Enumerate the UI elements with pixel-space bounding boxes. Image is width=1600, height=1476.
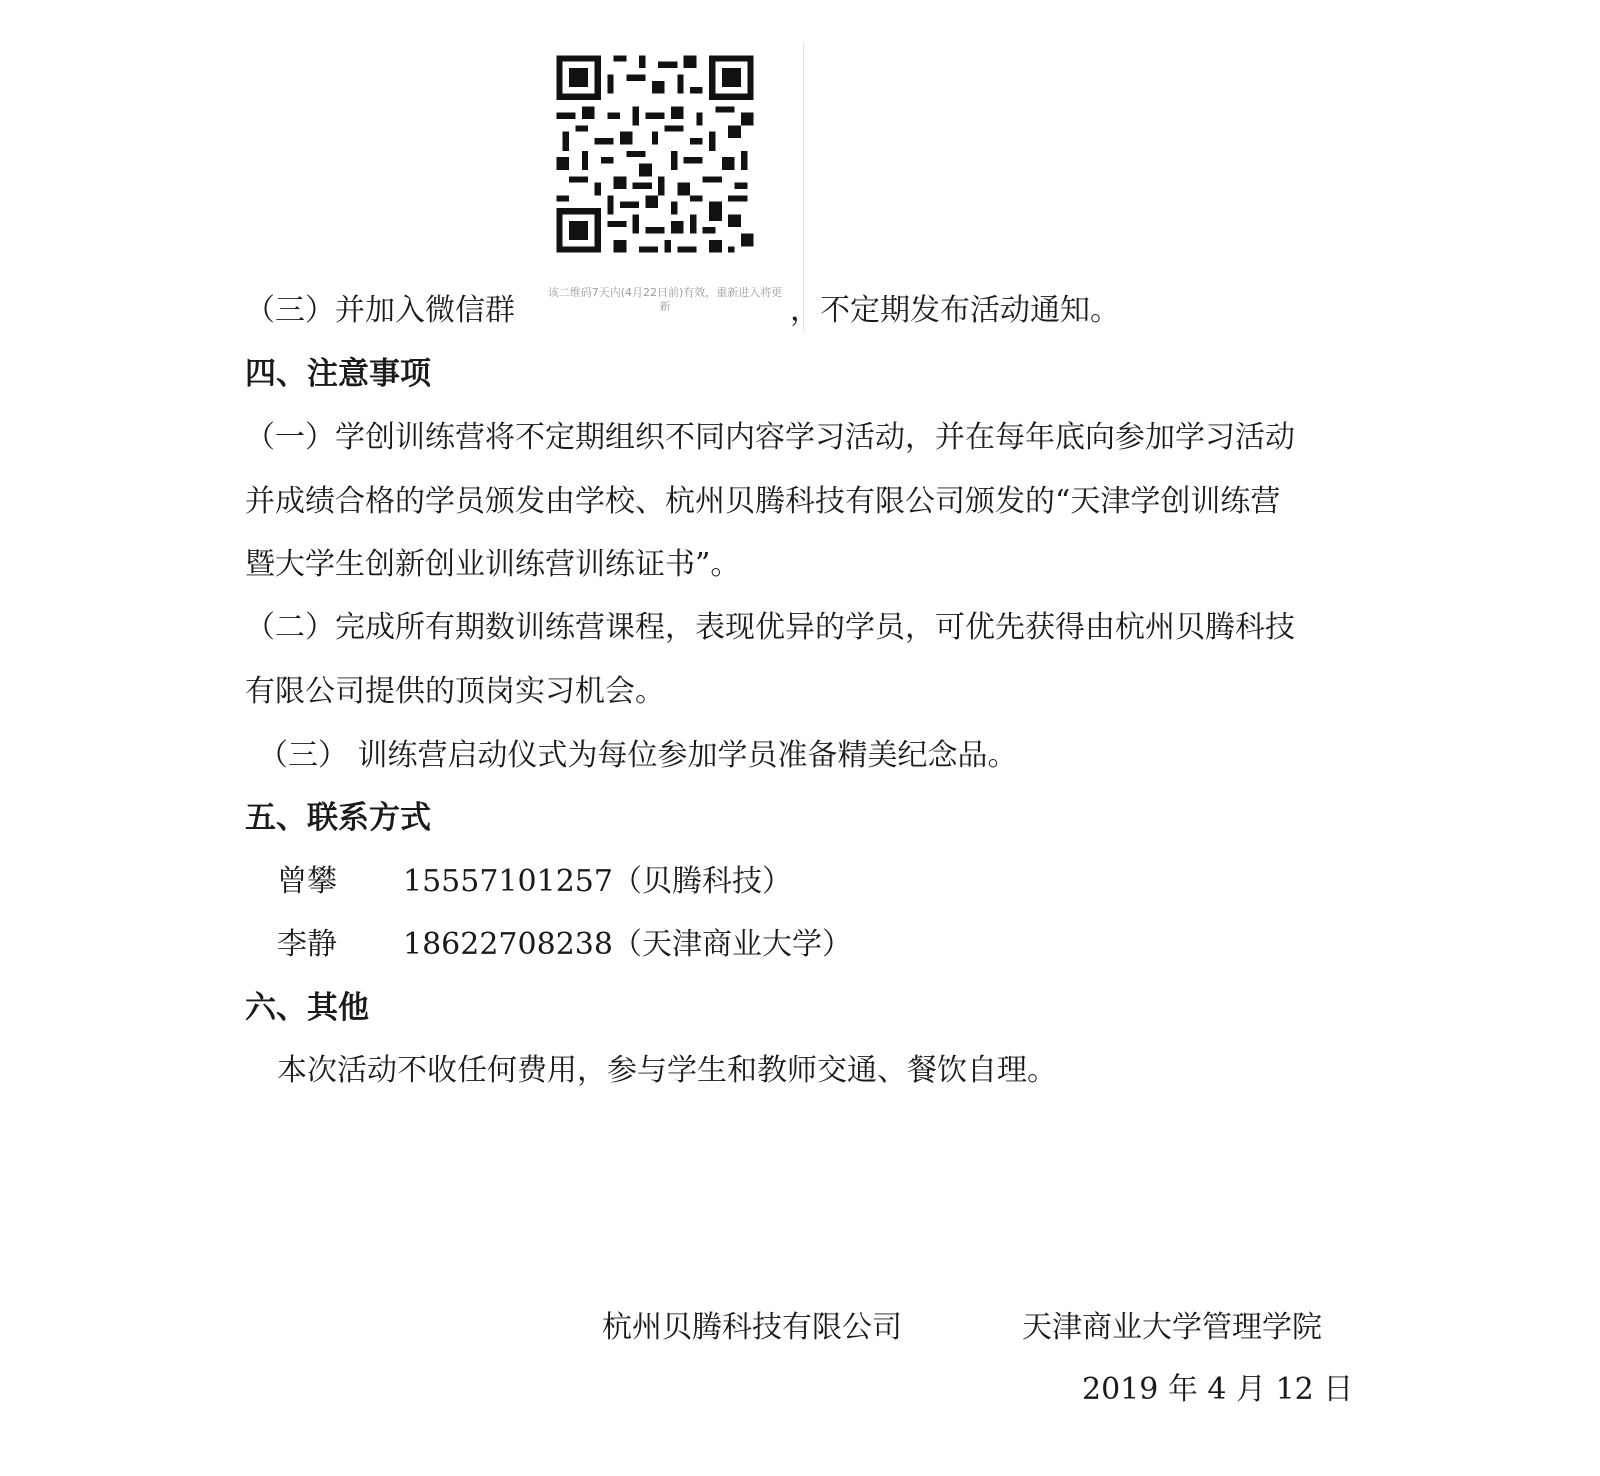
signature-date: 2019 年 4 月 12 日 (1082, 1372, 1354, 1407)
section-heading-other: 六、其他 (245, 990, 369, 1026)
contact-org: （天津商业大学） (612, 927, 852, 962)
note-2-line-1: （二）完成所有期数训练营课程，表现优异的学员，可优先获得由杭州贝腾科技 (245, 610, 1295, 645)
contact-name: 曾攀 (277, 864, 337, 899)
contact-org: （贝腾科技） (612, 864, 792, 899)
qr-caption: 该二维码7天内(4月22日前)有效，重新进入将更新 (547, 286, 783, 313)
contact-phone: 18622708238 (403, 927, 613, 962)
note-1-line-1: （一）学创训练营将不定期组织不同内容学习活动，并在每年底向参加学习活动 (245, 420, 1295, 455)
qr-divider (803, 42, 804, 332)
qr-code-icon (550, 49, 760, 259)
contact-phone: 15557101257 (403, 864, 613, 899)
join-group-suffix: ，不定期发布活动通知。 (790, 293, 1120, 328)
contact-name: 李静 (277, 927, 337, 962)
signature-org-1: 杭州贝腾科技有限公司 (602, 1310, 902, 1345)
other-text: 本次活动不收任何费用，参与学生和教师交通、餐饮自理。 (277, 1053, 1057, 1088)
note-1-line-2: 并成绩合格的学员颁发由学校、杭州贝腾科技有限公司颁发的“天津学创训练营 (245, 484, 1281, 519)
section-heading-contact: 五、联系方式 (245, 800, 431, 836)
signature-org-2: 天津商业大学管理学院 (1022, 1310, 1322, 1345)
join-group-prefix: （三）并加入微信群 (245, 293, 515, 328)
note-1-line-3: 暨大学生创新创业训练营训练证书”。 (245, 547, 741, 582)
section-heading-notes: 四、注意事项 (245, 356, 431, 392)
note-3: （三） 训练营启动仪式为每位参加学员准备精美纪念品。 (258, 738, 1018, 773)
note-2-line-2: 有限公司提供的顶岗实习机会。 (245, 674, 665, 709)
